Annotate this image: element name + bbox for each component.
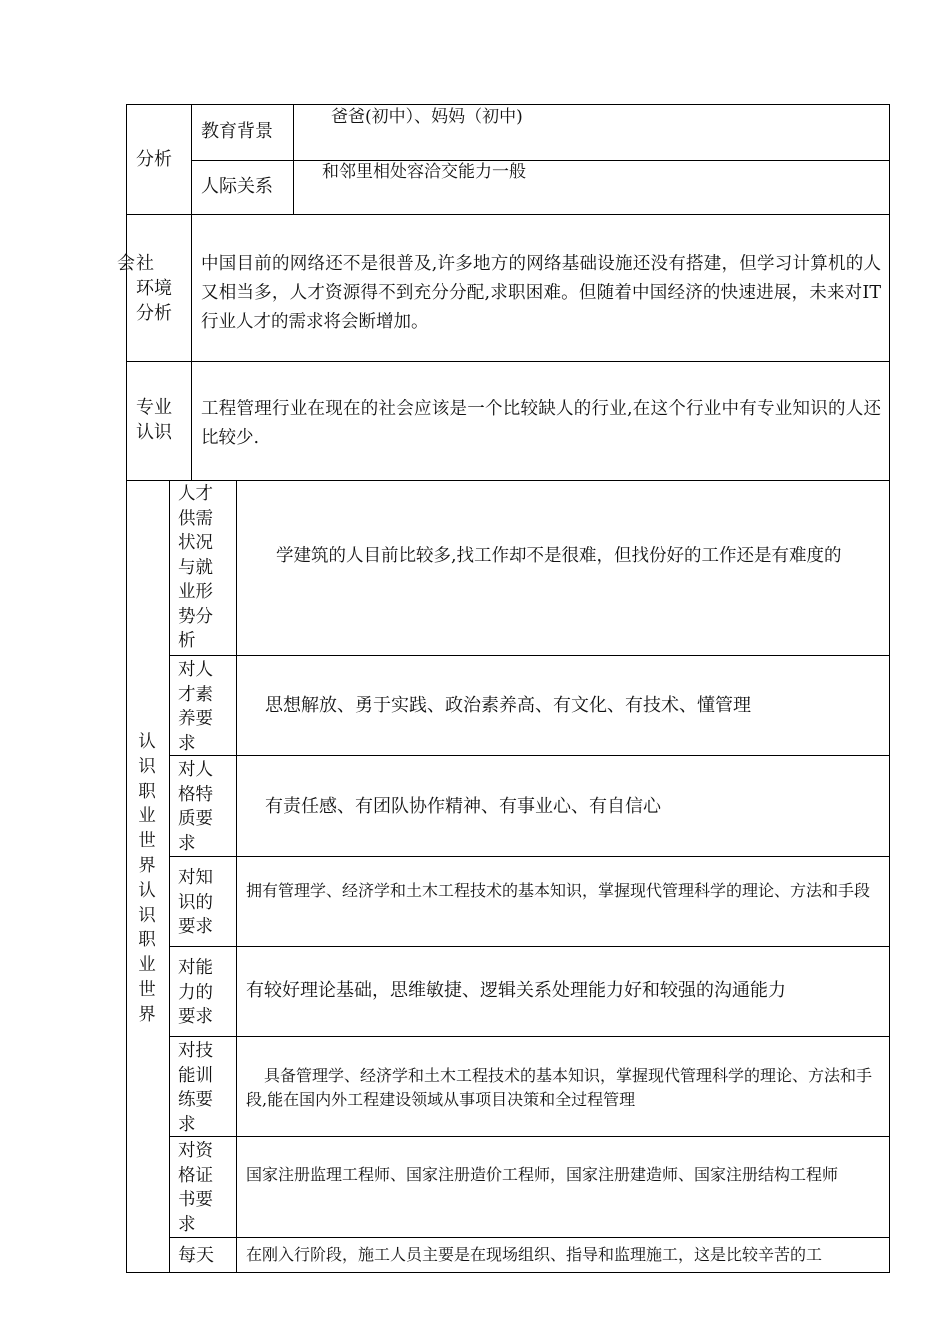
career-row-label-ability: 对能力的要求 bbox=[178, 958, 213, 1027]
career-row-label-supply: 人才供需状况与就业形势分析 bbox=[178, 484, 213, 651]
social-label-divider bbox=[191, 214, 192, 361]
social-label-line1: 社 bbox=[136, 253, 154, 274]
career-row-divider-6 bbox=[169, 1136, 890, 1137]
relationship-label: 人际关系 bbox=[201, 176, 273, 197]
career-row-divider-7 bbox=[169, 1237, 890, 1238]
career-row-value-personality: 有责任感、有团队协作精神、有事业心、有自信心 bbox=[265, 796, 661, 817]
section-divider-3 bbox=[126, 480, 890, 481]
career-row-value-certificates: 国家注册监理工程师、国家注册造价工程师，国家注册建造师、国家注册结构工程师 bbox=[246, 1165, 839, 1184]
career-row-label-daily: 每天 bbox=[178, 1245, 214, 1266]
career-row-divider-5 bbox=[169, 1036, 890, 1037]
major-label-line2: 认识 bbox=[136, 422, 172, 443]
career-label-divider bbox=[236, 480, 237, 1272]
major-text: 工程管理行业在现在的社会应该是一个比较缺人的行业,在这个行业中有专业知识的人还比较少. bbox=[201, 399, 881, 448]
career-row-divider-2 bbox=[169, 755, 890, 756]
social-label-line2: 环境 bbox=[136, 278, 172, 299]
career-row-value-quality: 思想解放、勇于实践、政治素养高、有文化、有技术、懂管理 bbox=[265, 695, 751, 716]
career-row-value-daily: 在刚入行阶段，施工人员主要是在现场组织、指导和监理施工，这是比较辛苦的工 bbox=[246, 1245, 823, 1264]
education-label: 教育背景 bbox=[201, 121, 273, 142]
section-divider-2 bbox=[126, 361, 890, 362]
career-row-divider-3 bbox=[169, 856, 890, 857]
career-row-label-certificates: 对资格证书要求 bbox=[178, 1141, 213, 1235]
major-label-divider bbox=[191, 361, 192, 481]
family-section-label: 分析 bbox=[136, 149, 172, 170]
table-border-left bbox=[126, 104, 127, 1272]
relationship-value: 和邻里相处容洽交能力一般 bbox=[322, 162, 526, 182]
social-label-overflow-char: 会 bbox=[117, 253, 135, 274]
career-row-label-skills: 对技能训练要求 bbox=[178, 1041, 213, 1135]
section-divider-1 bbox=[126, 214, 890, 215]
career-row-value-ability: 有较好理论基础，思维敏捷、逻辑关系处理能力好和较强的沟通能力 bbox=[246, 980, 786, 1001]
social-env-text: 中国目前的网络还不是很普及,许多地方的网络基础设施还没有搭建，但学习计算机的人又相当多，人才资源得不到充分分配,求职困难。但随着中国经济的快速进展，未来对IT行业人才的需求将会断增加。 bbox=[201, 254, 881, 332]
major-label-line1: 专业 bbox=[136, 397, 172, 418]
career-row-divider-4 bbox=[169, 946, 890, 947]
career-row-value-supply: 学建筑的人目前比较多,找工作却不是很难，但找份好的工作还是有难度的 bbox=[276, 546, 842, 566]
career-row-value-skills: 具备管理学、经济学和土木工程技术的基本知识，掌握现代管理科学的理论、方法和手段,能在国内外工程建设领域从事项目决策和全过程管理 bbox=[246, 1066, 873, 1109]
career-row-label-personality: 对人格特质要求 bbox=[178, 760, 213, 854]
career-row-divider-1 bbox=[169, 655, 890, 656]
family-row-divider bbox=[191, 160, 890, 161]
career-row-label-quality: 对人才素养要求 bbox=[178, 660, 213, 754]
career-row-value-knowledge: 拥有管理学、经济学和土木工程技术的基本知识，掌握现代管理科学的理论、方法和手段 bbox=[246, 881, 871, 900]
social-label-line3: 分析 bbox=[136, 303, 172, 324]
career-side-label: 认识职业世界认识职业世界 bbox=[138, 732, 156, 1025]
career-row-label-knowledge: 对知识的要求 bbox=[178, 868, 213, 937]
table-border-right bbox=[889, 104, 890, 1272]
education-value: 爸爸(初中）、妈妈（初中) bbox=[331, 107, 523, 127]
table-border-top bbox=[126, 104, 890, 105]
table-border-bottom bbox=[126, 1272, 890, 1273]
career-side-divider bbox=[169, 480, 170, 1272]
